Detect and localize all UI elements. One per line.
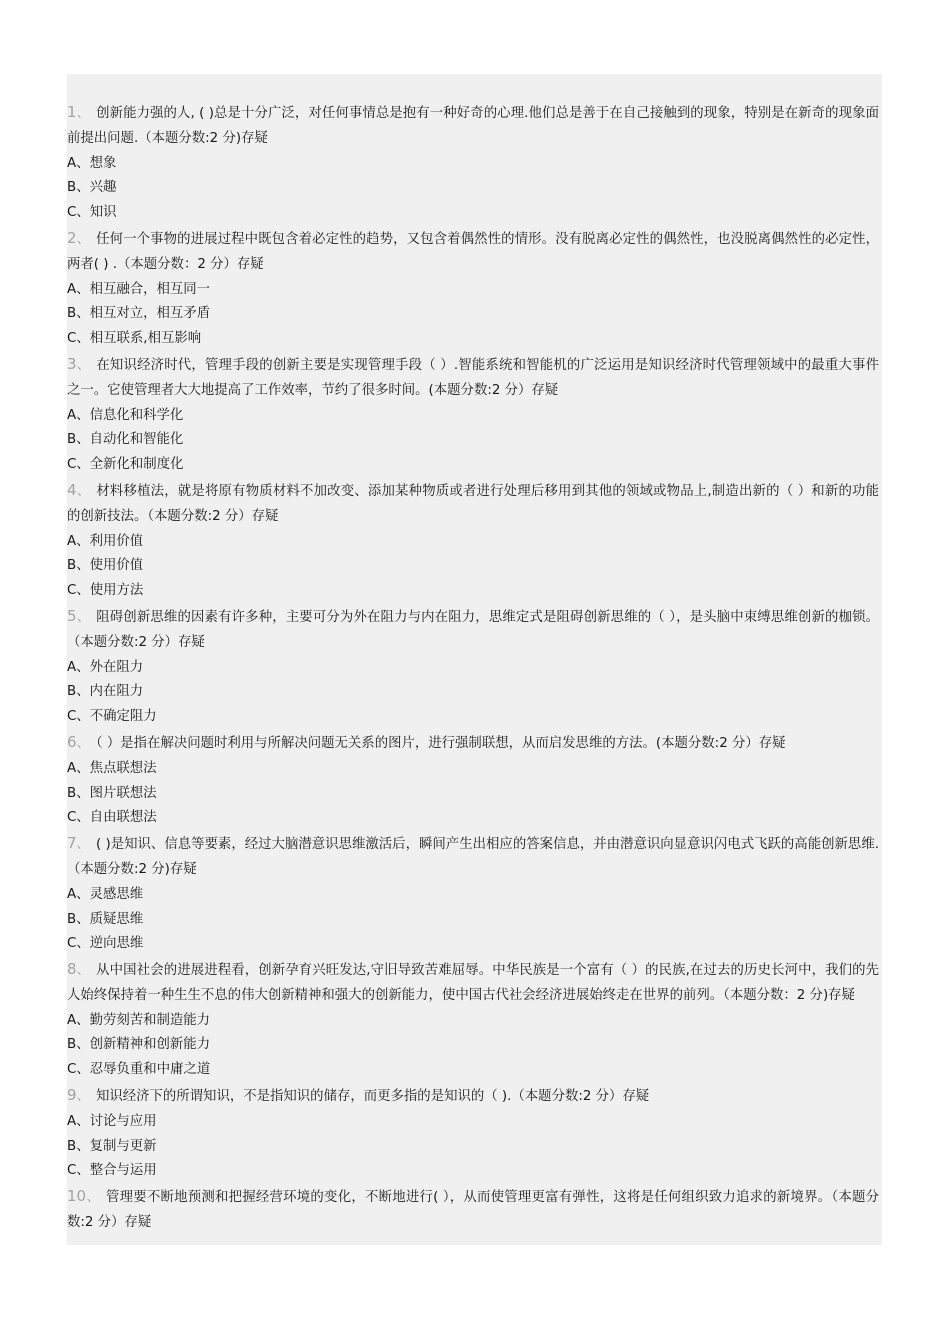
question-text: ( )是知识、信息等要素，经过大脑潜意识思维激活后，瞬间产生出相应的答案信息，并由潜意识向显意识闪电式飞跃的高能创新思维.（本题分数:2 分)存疑 [67, 837, 879, 877]
answer-option[interactable] [67, 1033, 879, 1058]
option-letter: C [67, 583, 77, 599]
option-text: 想象 [89, 155, 117, 171]
option-separator: 、 [76, 155, 90, 171]
answer-option[interactable] [67, 327, 879, 352]
question-text: （ ）是指在解决问题时利用与所解决问题无关系的图片，进行强制联想，从而启发思维的方法。(本题分数:2 分）存疑 [95, 735, 786, 751]
option-separator: 、 [76, 1163, 90, 1179]
answer-option[interactable] [67, 782, 879, 807]
option-separator: 、 [76, 1113, 90, 1129]
option-letter: B [67, 1037, 77, 1053]
option-separator: 、 [76, 457, 90, 473]
option-letter: B [67, 306, 77, 322]
option-letter: C [67, 205, 77, 221]
option-text: 复制与更新 [89, 1138, 157, 1154]
question-item [67, 831, 879, 957]
answer-option[interactable] [67, 1135, 879, 1160]
option-separator: 、 [76, 533, 90, 549]
option-separator: 、 [76, 583, 90, 599]
answer-option[interactable] [67, 883, 879, 908]
option-text: 全新化和制度化 [89, 457, 184, 473]
option-text: 利用价值 [89, 533, 144, 549]
question-item [67, 352, 879, 478]
answer-option[interactable] [67, 404, 879, 429]
question-number: 3 [67, 354, 77, 373]
option-letter: A [67, 281, 77, 297]
question-text: 材料移植法，就是将原有物质材料不加改变、添加某种物质或者进行处理后移用到其他的领域或物品上,制造出新的（ ）和新的功能的创新技法。（本题分数:2 分）存疑 [67, 483, 880, 524]
question-stem [67, 1184, 879, 1236]
answer-option[interactable] [67, 1110, 879, 1135]
question-number: 10 [67, 1187, 87, 1206]
option-text: 信息化和科学化 [89, 407, 184, 423]
question-number: 8 [67, 960, 77, 979]
option-letter: A [67, 1113, 77, 1129]
option-text: 质疑思维 [89, 911, 144, 927]
question-number: 2 [67, 228, 77, 247]
answer-option[interactable] [67, 1058, 879, 1083]
question-stem [67, 100, 879, 152]
option-text: 自由联想法 [89, 810, 157, 826]
question-text: 创新能力强的人, ( )总是十分广泛，对任何事情总是抱有一种好奇的心理.他们总是善于在自己接触到的现象，特别是在新奇的现象面前提出问题.（本题分数:2 分)存疑 [67, 106, 879, 146]
option-text: 知识 [89, 205, 117, 221]
answer-option[interactable] [67, 278, 879, 303]
question-list [67, 100, 879, 1236]
question-item [67, 226, 879, 352]
answer-option[interactable] [67, 705, 879, 730]
question-item [67, 957, 879, 1083]
question-number-separator: 、 [86, 1190, 100, 1206]
option-text: 相互对立，相互矛盾 [89, 306, 211, 322]
answer-option[interactable] [67, 428, 879, 453]
option-text: 勤劳刻苦和制造能力 [89, 1012, 211, 1028]
question-stem [67, 604, 879, 656]
question-text: 阻碍创新思维的因素有许多种，主要可分为外在阻力与内在阻力，思维定式是阻碍创新思维的（ ），是头脑中束缚思维创新的枷锁。（本题分数:2 分）存疑 [67, 609, 879, 650]
question-number-separator: 、 [76, 963, 91, 979]
option-text: 内在阻力 [89, 684, 144, 700]
answer-option[interactable] [67, 680, 879, 705]
question-stem [67, 352, 879, 404]
question-text: 知识经济下的所谓知识，不是指知识的储存，而更多指的是知识的（ ).（本题分数:2 分）存疑 [95, 1089, 650, 1105]
option-separator: 、 [76, 306, 90, 322]
answer-option[interactable] [67, 1159, 879, 1184]
question-item [67, 730, 879, 831]
option-text: 外在阻力 [89, 659, 144, 675]
option-separator: 、 [76, 810, 90, 826]
option-separator: 、 [76, 936, 90, 952]
option-separator: 、 [76, 205, 90, 221]
option-separator: 、 [76, 684, 90, 700]
option-text: 忍辱负重和中庸之道 [89, 1062, 211, 1078]
option-letter: B [67, 785, 77, 801]
option-separator: 、 [76, 558, 90, 574]
question-number: 4 [67, 480, 77, 499]
answer-option[interactable] [67, 908, 879, 933]
option-separator: 、 [76, 1012, 90, 1028]
question-number-separator: 、 [76, 106, 91, 121]
option-letter: A [67, 155, 77, 171]
answer-option[interactable] [67, 579, 879, 604]
option-text: 图片联想法 [89, 785, 157, 801]
option-letter: B [67, 684, 77, 700]
answer-option[interactable] [67, 806, 879, 831]
option-text: 讨论与应用 [89, 1113, 157, 1129]
option-text: 逆向思维 [89, 936, 144, 952]
option-separator: 、 [76, 1138, 90, 1154]
option-separator: 、 [76, 1062, 90, 1078]
option-letter: B [67, 432, 77, 448]
option-separator: 、 [76, 785, 90, 801]
question-item [67, 100, 879, 226]
question-item [67, 1083, 879, 1184]
option-text: 兴趣 [89, 180, 117, 196]
question-number: 5 [67, 606, 77, 625]
question-text: 任何一个事物的进展过程中既包含着必定性的趋势，又包含着偶然性的情形。没有脱离必定性的偶然性，也没脱离偶然性的必定性，两者( ) .（本题分数：2 分）存疑 [67, 231, 879, 272]
question-stem [67, 478, 879, 530]
option-separator: 、 [76, 886, 90, 902]
option-separator: 、 [76, 331, 90, 347]
question-number-separator: 、 [76, 837, 90, 853]
question-number-separator: 、 [76, 231, 91, 247]
answer-option[interactable] [67, 530, 879, 555]
option-letter: A [67, 659, 77, 675]
question-stem [67, 831, 879, 883]
option-letter: B [67, 180, 77, 196]
answer-option[interactable] [67, 932, 879, 957]
option-text: 使用方法 [89, 583, 144, 599]
question-item [67, 478, 879, 604]
option-text: 相互联系,相互影响 [89, 331, 202, 347]
answer-option[interactable] [67, 176, 879, 201]
question-number: 7 [67, 834, 77, 853]
option-text: 整合与运用 [89, 1163, 157, 1179]
option-letter: A [67, 533, 77, 549]
option-separator: 、 [76, 911, 90, 927]
option-separator: 、 [76, 1037, 90, 1053]
question-stem [67, 957, 879, 1009]
question-text: 在知识经济时代，管理手段的创新主要是实现管理手段（ ）.智能系统和智能机的广泛运用是知识经济时代管理领域中的最重大事件之一。它使管理者大大地提高了工作效率，节约了很多时间。(本题分数:2 分）存疑 [67, 357, 880, 398]
option-letter: C [67, 709, 77, 725]
answer-option[interactable] [67, 152, 879, 177]
option-letter: B [67, 911, 77, 927]
option-letter: A [67, 407, 77, 423]
option-separator: 、 [76, 760, 90, 776]
question-item [67, 1184, 879, 1236]
option-letter: C [67, 936, 77, 952]
answer-option[interactable] [67, 554, 879, 579]
option-letter: A [67, 1012, 77, 1028]
option-letter: B [67, 1138, 77, 1154]
option-text: 使用价值 [89, 558, 144, 574]
question-stem [67, 730, 879, 757]
question-text: 管理要不断地预测和把握经营环境的变化，不断地进行( ），从而使管理更富有弹性，这将是任何组织致力追求的新境界。（本题分数:2 分）存疑 [67, 1190, 880, 1231]
question-stem [67, 1083, 879, 1110]
option-separator: 、 [76, 659, 90, 675]
question-number: 6 [67, 732, 77, 751]
question-number: 9 [67, 1086, 77, 1105]
option-letter: C [67, 810, 77, 826]
option-separator: 、 [76, 180, 90, 196]
question-number-separator: 、 [76, 609, 91, 625]
question-stem [67, 226, 879, 278]
option-text: 相互融合，相互同一 [89, 281, 211, 297]
question-number-separator: 、 [76, 735, 90, 751]
option-separator: 、 [76, 709, 90, 725]
question-number-separator: 、 [76, 357, 91, 373]
answer-option[interactable] [67, 302, 879, 327]
option-text: 焦点联想法 [89, 760, 157, 776]
option-letter: C [67, 331, 77, 347]
option-separator: 、 [76, 407, 90, 423]
option-separator: 、 [76, 281, 90, 297]
answer-option[interactable] [67, 201, 879, 226]
question-number-separator: 、 [76, 483, 91, 499]
option-letter: A [67, 760, 77, 776]
question-text: 从中国社会的进展进程看，创新孕育兴旺发达,守旧导致苦难屈辱。中华民族是一个富有（ ）的民族,在过去的历史长河中，我们的先人始终保持着一种生生不息的伟大创新精神和强大的创新能力，使中国古代社会经济进展始终走在世界的前列。（本题分数：2 分)存疑 [67, 963, 880, 1003]
option-separator: 、 [76, 432, 90, 448]
option-text: 自动化和智能化 [89, 432, 184, 448]
option-letter: A [67, 886, 77, 902]
option-letter: C [67, 1062, 77, 1078]
answer-option[interactable] [67, 757, 879, 782]
option-text: 灵感思维 [89, 886, 144, 902]
question-item [67, 604, 879, 730]
option-letter: B [67, 558, 77, 574]
option-text: 不确定阻力 [89, 709, 157, 725]
option-text: 创新精神和创新能力 [89, 1037, 211, 1053]
answer-option[interactable] [67, 453, 879, 478]
question-number: 1 [67, 103, 77, 121]
answer-option[interactable] [67, 1009, 879, 1034]
answer-option[interactable] [67, 656, 879, 681]
option-letter: C [67, 1163, 77, 1179]
question-number-separator: 、 [76, 1089, 90, 1105]
option-letter: C [67, 457, 77, 473]
